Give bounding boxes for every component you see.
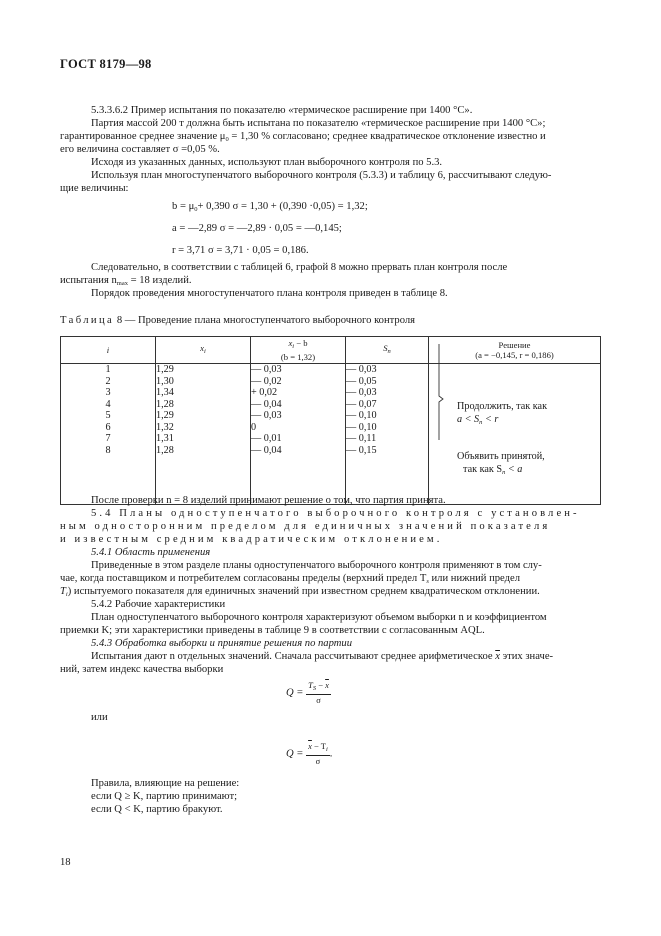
table-cell-x: 1,31 — [156, 433, 174, 444]
table-header-row — [61, 337, 601, 364]
column-x-minus-b — [251, 364, 346, 505]
header-s: $S_n$ — [346, 337, 429, 364]
paragraph-line: ний, затем индекс качества выборки — [60, 664, 224, 675]
equation-b: $b = \mu_0+ 0,390$ σ = 1,30 + (0,390 ·0,05) = 1,32; — [172, 201, 368, 213]
column-i — [61, 364, 156, 505]
table-cell-i: 7 — [105, 433, 111, 444]
table-cell-x: 1,29 — [156, 410, 174, 421]
paragraph-line: чае, когда поставщиком и потребителем согласованы пределы (верхний предел $T_s$ или нижний предел — [60, 573, 521, 585]
paragraph-line: испытания $n_{max} = 18$ изделий. — [60, 275, 192, 287]
paragraph-line: Исходя из указанных данных, используют план выборочного контроля по 5.3. — [91, 157, 443, 168]
rules-title: Правила, влияющие на решение: — [91, 778, 240, 789]
column-x — [156, 364, 251, 505]
table-cell-s: — 0,10 — [346, 410, 377, 421]
rule-reject: если Q < K, партию бракуют. — [91, 804, 223, 815]
table-cell-i: 3 — [105, 387, 111, 398]
table-cell-x: 1,32 — [156, 421, 174, 433]
paragraph-line: План одноступенчатого выборочного контроля характеризуют объемом выборки n и коэффициентом — [91, 612, 547, 623]
table-cell-x-minus-b: — 0,03 — [251, 364, 282, 375]
section-heading-5-4-3: 5.4.3 Обработка выборки и принятие решения по партии — [91, 638, 353, 649]
table-cell-i: 8 — [105, 444, 111, 456]
paragraph-line: После проверки n = 8 изделий принимают решение о том, что партия принята. — [91, 495, 446, 506]
paragraph-line: щие величины: — [60, 183, 129, 194]
document-header: ГОСТ 8179—98 — [60, 57, 152, 71]
table-cell-s: — 0,03 — [346, 364, 377, 375]
section-heading-5-3-3-6-2: 5.3.3.6.2 Пример испытания по показателю «термическое расширение при 1400 °С». — [91, 105, 473, 116]
table-cell-x-minus-b: — 0,04 — [251, 398, 282, 410]
table-cell-x: 1,30 — [156, 375, 174, 387]
decision-accept: Объявить принятой, так как $S_n < a$ — [457, 451, 545, 476]
page-number: 18 — [60, 857, 71, 868]
table-cell-s: — 0,11 — [346, 433, 377, 444]
table-cell-i: 5 — [105, 410, 111, 421]
paragraph-line: Используя план многоступенчатого выборочного контроля (5.3.3) и таблицу 6, рассчитывают следую- — [91, 170, 552, 181]
section-heading-5-4-2: 5.4.2 Рабочие характеристики — [91, 599, 226, 610]
table-cell-s: — 0,10 — [346, 421, 377, 433]
rule-accept: если Q ≥ K, партию принимают; — [91, 791, 238, 802]
paragraph-line: Партия массой 200 т должна быть испытана по показателю «термическое расширение при 1400 °С»; — [91, 118, 546, 129]
paragraph-line: Порядок проведения многоступенчатого плана контроля приведен в таблице 8. — [91, 288, 448, 299]
equation-a: a = —2,89 σ = —2,89 · 0,05 = —0,145; — [172, 223, 342, 234]
header-i: i — [61, 337, 156, 364]
table-cell-x-minus-b: — 0,04 — [251, 444, 282, 456]
table-cell-s: — 0,15 — [346, 444, 377, 456]
brace-icon — [438, 344, 444, 454]
paragraph-line: его величина составляет σ =0,05 %. — [60, 144, 220, 155]
table-cell-x-minus-b: — 0,03 — [251, 410, 282, 421]
section-heading-5-4: ным односторонним пределом для единичных значений показателя — [60, 521, 551, 532]
table-8-caption: Таблица 8 — Проведение плана многоступенчатого выборочного контроля — [60, 315, 416, 326]
column-decision — [429, 364, 601, 505]
column-s — [346, 364, 429, 505]
section-heading-5-4-1: 5.4.1 Область применения — [91, 547, 211, 558]
table-body-row — [61, 364, 601, 505]
equation-r: r = 3,71 σ = 3,71 · 0,05 = 0,186. — [172, 245, 309, 256]
table-8 — [60, 336, 601, 505]
paragraph-line: гарантированное среднее значение $\mu_0 = 1,30$ % согласовано; среднее квадратическое отклонение известно и — [60, 131, 546, 143]
paragraph-line: $T_i$) испытуемого показателя для единичных значений при известном среднем квадратическом отклонении. — [60, 586, 540, 598]
table-cell-x: 1,29 — [156, 364, 174, 375]
header-x-minus-b: $x_i - b$ (b = 1,32) — [251, 337, 346, 364]
header-decision: Решение (a = −0,145, r = 0,186) — [429, 337, 601, 364]
table-cell-i: 1 — [105, 364, 111, 375]
table-cell-x: 1,28 — [156, 398, 174, 410]
table-cell-i: 6 — [105, 421, 111, 433]
header-x: $x_i$ — [156, 337, 251, 364]
table-cell-s: — 0,03 — [346, 387, 377, 398]
table-cell-x-minus-b: + 0,02 — [251, 387, 278, 398]
table-cell-s: — 0,05 — [346, 375, 377, 387]
table-cell-x: 1,28 — [156, 444, 174, 456]
table-cell-x-minus-b: — 0,02 — [251, 375, 282, 387]
table-cell-x-minus-b: 0 — [251, 421, 257, 433]
decision-continue: Продолжить, так как $a < S_n < r$ — [457, 401, 548, 426]
table-cell-x: 1,34 — [156, 387, 174, 398]
formula-q-lower: Q = $\frac{\overline{x} - T_i}{\sigma}$ . — [286, 741, 333, 766]
table-cell-i: 2 — [105, 375, 111, 387]
formula-q-upper: Q = $\frac{T_S - \overline{x}}{\sigma}$ — [286, 680, 329, 705]
section-heading-5-4: и известным средним квадратическим отклонением. — [60, 534, 443, 545]
word-or: или — [91, 712, 108, 723]
table-cell-s: — 0,07 — [346, 398, 377, 410]
paragraph-line: Приведенные в этом разделе планы одноступенчатого выборочного контроля применяют в том слу- — [91, 560, 542, 571]
paragraph-line: Испытания дают n отдельных значений. Сначала рассчитывают среднее арифметическое $\overline{x}$ этих значе- — [91, 651, 554, 662]
paragraph-line: приемки K; эти характеристики приведены в таблице 9 в соответствии с согласованным AQL. — [60, 625, 485, 636]
section-heading-5-4: 5.4 Планы одноступенчатого выборочного контроля с установлен- — [91, 508, 580, 519]
table-cell-i: 4 — [105, 398, 111, 410]
paragraph-line: Следовательно, в соответствии с таблицей 6, графой 8 можно прервать план контроля после — [91, 262, 508, 273]
table-cell-x-minus-b: — 0,01 — [251, 433, 282, 444]
